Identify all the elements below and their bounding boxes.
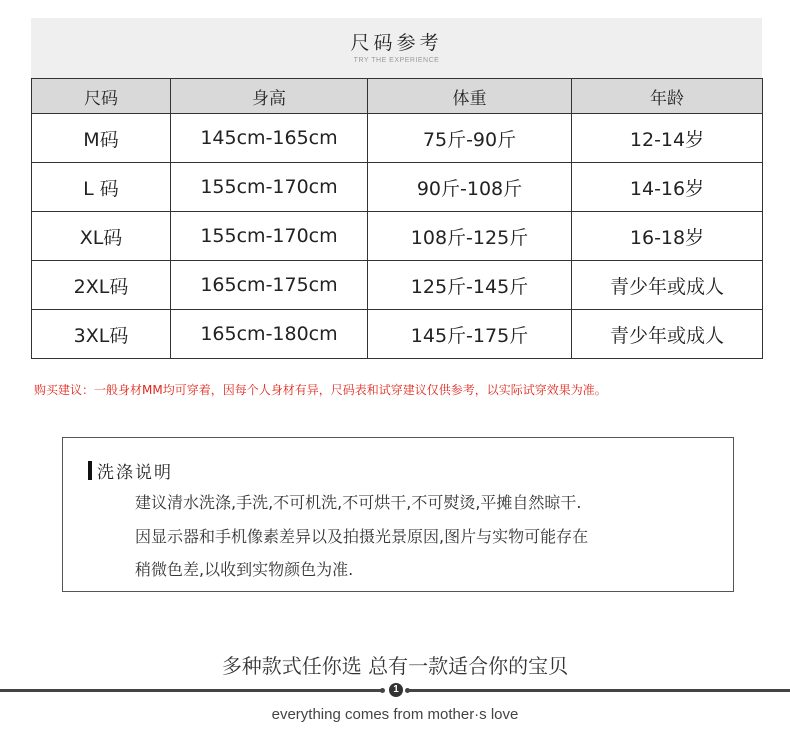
divider-dot-left: [380, 688, 385, 693]
cell-weight: 108斤-125斤: [368, 212, 572, 261]
divider-line-right: [409, 689, 790, 692]
cell-size: L 码: [32, 163, 171, 212]
wash-line: 建议清水洗涤,手洗,不可机洗,不可烘干,不可熨烫,平摊自然晾干.: [135, 493, 582, 512]
cell-weight: 75斤-90斤: [368, 114, 572, 163]
cell-weight: 125斤-145斤: [368, 261, 572, 310]
purchase-advice-note: 购买建议：一般身材MM均可穿着，因每个人身材有异，尺码表和试穿建议仅供参考，以实际试穿效果为准。: [34, 383, 607, 397]
cell-age: 青少年或成人: [572, 261, 763, 310]
cell-weight: 90斤-108斤: [368, 163, 572, 212]
cell-age: 16-18岁: [572, 212, 763, 261]
cell-age: 12-14岁: [572, 114, 763, 163]
wash-line: 因显示器和手机像素差异以及拍摄光景原因,图片与实物可能存在: [135, 527, 589, 546]
wash-title-text: 洗涤说明: [97, 463, 173, 483]
wash-instructions-title: [88, 458, 173, 483]
column-header-weight: 体重: [368, 79, 572, 114]
cell-size: XL码: [32, 212, 171, 261]
cell-age: 青少年或成人: [572, 310, 763, 359]
column-header-size: 尺码: [32, 79, 171, 114]
table-row: [32, 114, 763, 163]
wash-line: 稍微色差,以收到实物颜色为准.: [135, 560, 354, 579]
table-row: [32, 212, 763, 261]
cell-weight: 145斤-175斤: [368, 310, 572, 359]
tagline-text: everything comes from mother·s love: [271, 706, 519, 723]
size-table: [31, 78, 763, 359]
cell-height: 165cm-180cm: [171, 310, 368, 359]
cell-size: 2XL码: [32, 261, 171, 310]
table-header-row: [32, 79, 763, 114]
wash-instructions-box: [62, 437, 734, 592]
divider-line-left: [0, 689, 381, 692]
table-row: [32, 261, 763, 310]
page-subtitle: TRY THE EXPERIENCE: [353, 57, 440, 64]
cell-height: 155cm-170cm: [171, 163, 368, 212]
cell-height: 145cm-165cm: [171, 114, 368, 163]
page-title: 尺码参考: [350, 32, 443, 54]
column-header-height: 身高: [171, 79, 368, 114]
circle-number-badge: 1: [389, 683, 403, 697]
column-header-age: 年龄: [572, 79, 763, 114]
title-bar-marker: [88, 461, 92, 480]
cell-size: 3XL码: [32, 310, 171, 359]
cell-height: 165cm-175cm: [171, 261, 368, 310]
size-reference-header: [31, 18, 762, 78]
slogan-text: 多种款式任你选 总有一款适合你的宝贝: [221, 654, 569, 678]
cell-age: 14-16岁: [572, 163, 763, 212]
table-row: [32, 310, 763, 359]
cell-size: M码: [32, 114, 171, 163]
cell-height: 155cm-170cm: [171, 212, 368, 261]
table-row: [32, 163, 763, 212]
